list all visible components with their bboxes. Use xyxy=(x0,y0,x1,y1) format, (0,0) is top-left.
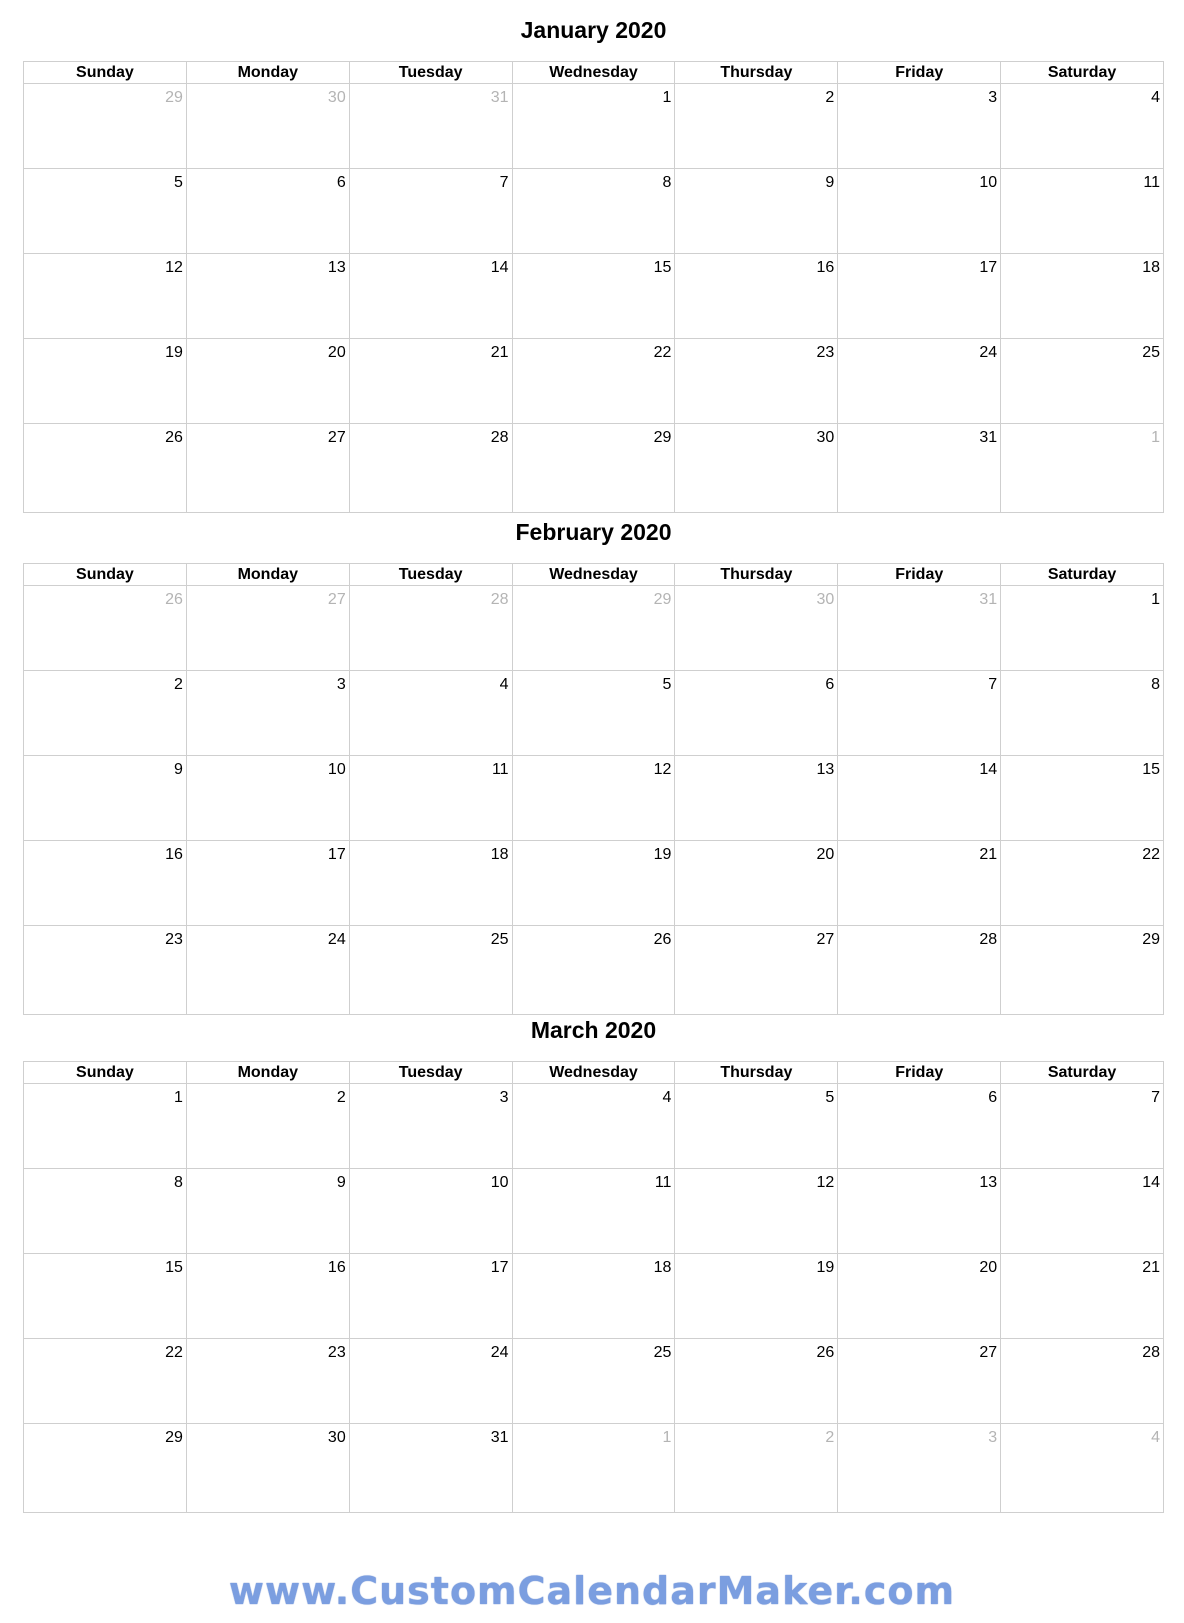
weekday-header: Monday xyxy=(187,62,350,83)
day-cell[interactable] xyxy=(187,424,350,512)
day-number: 12 xyxy=(165,259,183,276)
day-cell[interactable] xyxy=(187,1084,350,1168)
day-cell[interactable] xyxy=(513,1339,676,1423)
day-cell[interactable] xyxy=(838,1254,1001,1338)
day-cell[interactable] xyxy=(513,1084,676,1168)
day-number: 30 xyxy=(327,89,346,106)
day-number: 2 xyxy=(336,1089,346,1106)
day-cell[interactable] xyxy=(187,671,350,755)
day-number: 21 xyxy=(1142,1259,1161,1276)
month-block xyxy=(23,517,1164,948)
day-cell[interactable] xyxy=(675,339,838,423)
day-number: 28 xyxy=(490,429,509,446)
day-number: 16 xyxy=(165,846,183,863)
day-cell[interactable] xyxy=(838,254,1001,338)
day-number: 29 xyxy=(653,591,672,608)
day-number: 26 xyxy=(816,1344,835,1361)
day-cell[interactable] xyxy=(675,254,838,338)
day-cell[interactable] xyxy=(24,841,187,925)
day-cell[interactable] xyxy=(838,926,1001,1014)
day-cell[interactable] xyxy=(1001,841,1163,925)
day-cell[interactable] xyxy=(513,671,676,755)
day-number: 28 xyxy=(1142,1344,1161,1361)
day-number: 18 xyxy=(1142,259,1161,276)
day-number: 29 xyxy=(1142,931,1161,948)
day-number: 25 xyxy=(490,931,509,948)
day-number: 12 xyxy=(653,761,672,778)
day-cell[interactable] xyxy=(350,1254,513,1338)
day-cell[interactable] xyxy=(675,84,838,168)
day-number: 19 xyxy=(653,846,672,863)
day-cell[interactable] xyxy=(513,254,676,338)
day-number: 6 xyxy=(336,174,346,191)
day-cell[interactable] xyxy=(838,841,1001,925)
day-number: 6 xyxy=(825,676,835,693)
weekday-header: Sunday xyxy=(24,564,187,585)
weekday-header-row xyxy=(24,62,1163,84)
day-number: 11 xyxy=(1143,174,1161,191)
day-cell[interactable] xyxy=(1001,1084,1163,1168)
day-number: 11 xyxy=(491,761,509,778)
day-number: 23 xyxy=(165,931,183,948)
weekday-header: Monday xyxy=(187,1062,350,1083)
day-cell[interactable] xyxy=(24,1339,187,1423)
day-cell[interactable] xyxy=(187,841,350,925)
weekday-header-row xyxy=(24,564,1163,586)
day-cell-other-month[interactable] xyxy=(350,84,513,168)
day-number: 27 xyxy=(327,429,346,446)
week-row xyxy=(24,339,1163,424)
week-row xyxy=(24,1169,1163,1254)
day-cell-other-month[interactable] xyxy=(24,84,187,168)
week-row xyxy=(24,586,1163,671)
day-cell[interactable] xyxy=(24,1424,187,1512)
day-number: 13 xyxy=(327,259,346,276)
weekday-header: Thursday xyxy=(675,564,838,585)
day-number: 28 xyxy=(979,931,998,948)
day-number: 1 xyxy=(1151,591,1161,608)
day-number: 18 xyxy=(653,1259,672,1276)
day-number: 16 xyxy=(327,1259,346,1276)
day-cell-other-month[interactable] xyxy=(838,586,1001,670)
day-number: 10 xyxy=(327,761,346,778)
week-row xyxy=(24,254,1163,339)
day-cell[interactable] xyxy=(350,671,513,755)
day-number: 22 xyxy=(653,344,672,361)
day-cell[interactable] xyxy=(513,841,676,925)
day-cell[interactable] xyxy=(675,1169,838,1253)
day-number: 9 xyxy=(825,174,835,191)
week-row xyxy=(24,926,1163,1014)
day-cell-other-month[interactable] xyxy=(187,84,350,168)
day-cell[interactable] xyxy=(838,1169,1001,1253)
day-cell[interactable] xyxy=(24,339,187,423)
day-number: 5 xyxy=(173,174,183,191)
day-cell[interactable] xyxy=(838,84,1001,168)
day-number: 25 xyxy=(653,1344,672,1361)
day-cell-other-month[interactable] xyxy=(350,586,513,670)
day-number: 19 xyxy=(816,1259,835,1276)
day-cell-other-month[interactable] xyxy=(24,586,187,670)
day-cell[interactable] xyxy=(187,339,350,423)
day-cell[interactable] xyxy=(187,254,350,338)
day-number: 28 xyxy=(490,591,509,608)
day-cell-other-month[interactable] xyxy=(513,1424,676,1512)
day-cell[interactable] xyxy=(350,169,513,253)
day-cell[interactable] xyxy=(838,339,1001,423)
day-cell-other-month[interactable] xyxy=(675,1424,838,1512)
day-cell[interactable] xyxy=(187,756,350,840)
day-cell[interactable] xyxy=(513,756,676,840)
day-cell[interactable] xyxy=(838,756,1001,840)
week-row xyxy=(24,1424,1163,1512)
week-row xyxy=(24,841,1163,926)
day-number: 27 xyxy=(979,1344,998,1361)
day-number: 5 xyxy=(662,676,672,693)
day-number: 3 xyxy=(988,1429,998,1446)
day-cell[interactable] xyxy=(350,339,513,423)
day-cell[interactable] xyxy=(350,926,513,1014)
day-number: 12 xyxy=(816,1174,835,1191)
day-number: 9 xyxy=(173,761,183,778)
day-cell[interactable] xyxy=(24,1169,187,1253)
day-cell[interactable] xyxy=(24,254,187,338)
weekday-header: Wednesday xyxy=(513,62,676,83)
day-number: 17 xyxy=(979,259,998,276)
day-number: 24 xyxy=(979,344,998,361)
month-grid xyxy=(23,1061,1164,1513)
day-number: 4 xyxy=(499,676,509,693)
day-number: 3 xyxy=(988,89,998,106)
day-number: 8 xyxy=(1151,676,1161,693)
day-number: 1 xyxy=(1151,429,1161,446)
month-grid xyxy=(23,61,1164,513)
day-number: 20 xyxy=(327,344,346,361)
day-cell[interactable] xyxy=(838,424,1001,512)
day-number: 15 xyxy=(653,259,672,276)
day-number: 2 xyxy=(173,676,183,693)
day-number: 6 xyxy=(988,1089,998,1106)
day-number: 29 xyxy=(165,1429,183,1446)
day-cell[interactable] xyxy=(675,424,838,512)
day-cell[interactable] xyxy=(1001,254,1163,338)
weekday-header: Saturday xyxy=(1047,1064,1117,1081)
day-cell[interactable] xyxy=(1001,926,1163,1014)
day-number: 23 xyxy=(327,1344,346,1361)
day-cell[interactable] xyxy=(675,756,838,840)
day-cell-other-month[interactable] xyxy=(675,586,838,670)
month-title: February 2020 xyxy=(515,519,672,545)
day-cell[interactable] xyxy=(513,84,676,168)
weekday-header: Wednesday xyxy=(513,564,676,585)
day-number: 8 xyxy=(662,174,672,191)
day-cell[interactable] xyxy=(675,1254,838,1338)
day-cell[interactable] xyxy=(675,926,838,1014)
weekday-header: Sunday xyxy=(24,62,187,83)
day-number: 22 xyxy=(1142,846,1161,863)
day-cell[interactable] xyxy=(513,1254,676,1338)
day-cell[interactable] xyxy=(24,756,187,840)
weekday-header: Wednesday xyxy=(513,1062,676,1083)
day-number: 13 xyxy=(816,761,835,778)
day-cell[interactable] xyxy=(1001,756,1163,840)
day-number: 3 xyxy=(336,676,346,693)
day-cell[interactable] xyxy=(513,424,676,512)
day-number: 2 xyxy=(825,1429,835,1446)
day-number: 10 xyxy=(490,1174,509,1191)
day-number: 15 xyxy=(1142,761,1161,778)
day-number: 25 xyxy=(1142,344,1161,361)
day-number: 31 xyxy=(979,591,998,608)
day-cell[interactable] xyxy=(187,1169,350,1253)
day-number: 11 xyxy=(654,1174,672,1191)
day-number: 22 xyxy=(165,1344,183,1361)
day-cell-other-month[interactable] xyxy=(1001,1424,1163,1512)
day-cell[interactable] xyxy=(675,1084,838,1168)
weekday-header: Friday xyxy=(838,1062,1001,1083)
week-row xyxy=(24,1339,1163,1424)
day-number: 24 xyxy=(490,1344,509,1361)
day-number: 27 xyxy=(327,591,346,608)
day-number: 31 xyxy=(490,89,509,106)
weekday-header: Thursday xyxy=(675,1062,838,1083)
day-number: 4 xyxy=(662,1089,672,1106)
day-cell[interactable] xyxy=(838,169,1001,253)
day-cell[interactable] xyxy=(513,1169,676,1253)
day-number: 5 xyxy=(825,1089,835,1106)
day-cell[interactable] xyxy=(350,254,513,338)
day-number: 21 xyxy=(490,344,509,361)
week-row xyxy=(24,169,1163,254)
month-title: March 2020 xyxy=(530,1017,657,1043)
day-number: 4 xyxy=(1151,89,1161,106)
day-cell[interactable] xyxy=(675,841,838,925)
day-number: 17 xyxy=(327,846,346,863)
day-cell[interactable] xyxy=(24,671,187,755)
day-number: 20 xyxy=(979,1259,998,1276)
day-cell[interactable] xyxy=(187,926,350,1014)
day-cell[interactable] xyxy=(513,926,676,1014)
week-row xyxy=(24,1254,1163,1339)
day-cell[interactable] xyxy=(1001,1339,1163,1423)
weekday-header: Friday xyxy=(838,564,1001,585)
day-cell[interactable] xyxy=(350,756,513,840)
day-number: 24 xyxy=(327,931,346,948)
day-number: 10 xyxy=(979,174,998,191)
day-number: 4 xyxy=(1151,1429,1161,1446)
day-cell[interactable] xyxy=(350,1339,513,1423)
week-row xyxy=(24,756,1163,841)
day-number: 7 xyxy=(1151,1089,1161,1106)
day-number: 14 xyxy=(490,259,509,276)
weekday-header: Monday xyxy=(187,564,350,585)
day-number: 31 xyxy=(979,429,998,446)
month-block xyxy=(23,15,1164,446)
day-cell[interactable] xyxy=(675,671,838,755)
week-row xyxy=(24,671,1163,756)
day-cell[interactable] xyxy=(350,424,513,512)
day-number: 27 xyxy=(816,931,835,948)
day-number: 13 xyxy=(979,1174,998,1191)
day-cell[interactable] xyxy=(1001,1169,1163,1253)
day-cell[interactable] xyxy=(187,1339,350,1423)
day-cell[interactable] xyxy=(350,1424,513,1512)
week-row xyxy=(24,1084,1163,1169)
day-cell[interactable] xyxy=(513,339,676,423)
day-cell[interactable] xyxy=(24,926,187,1014)
day-cell[interactable] xyxy=(187,1254,350,1338)
day-number: 15 xyxy=(165,1259,183,1276)
day-cell-other-month[interactable] xyxy=(1001,424,1163,512)
week-row xyxy=(24,84,1163,169)
day-cell[interactable] xyxy=(838,671,1001,755)
weekday-header-row xyxy=(24,1062,1163,1084)
day-cell[interactable] xyxy=(838,1084,1001,1168)
weekday-header: Tuesday xyxy=(350,62,513,83)
day-cell[interactable] xyxy=(187,169,350,253)
day-number: 26 xyxy=(165,429,183,446)
day-number: 7 xyxy=(499,174,509,191)
day-number: 2 xyxy=(825,89,835,106)
day-number: 16 xyxy=(816,259,835,276)
day-number: 21 xyxy=(979,846,998,863)
day-cell[interactable] xyxy=(350,1169,513,1253)
day-number: 14 xyxy=(979,761,998,778)
day-number: 23 xyxy=(816,344,835,361)
day-cell[interactable] xyxy=(24,169,187,253)
day-cell[interactable] xyxy=(838,1339,1001,1423)
day-number: 26 xyxy=(165,591,183,608)
day-number: 1 xyxy=(173,1089,183,1106)
weekday-header: Sunday xyxy=(24,1062,187,1083)
day-number: 29 xyxy=(653,429,672,446)
day-cell[interactable] xyxy=(24,1254,187,1338)
weekday-header: Tuesday xyxy=(350,1062,513,1083)
weekday-header: Saturday xyxy=(1047,64,1117,81)
day-cell[interactable] xyxy=(1001,1254,1163,1338)
day-cell[interactable] xyxy=(350,1084,513,1168)
day-number: 14 xyxy=(1142,1174,1161,1191)
footer-website-link[interactable]: www.CustomCalendarMaker.com xyxy=(228,1569,956,1613)
day-cell[interactable] xyxy=(24,424,187,512)
day-number: 30 xyxy=(816,591,835,608)
day-cell[interactable] xyxy=(24,1084,187,1168)
day-number: 30 xyxy=(816,429,835,446)
day-number: 31 xyxy=(490,1429,509,1446)
day-number: 26 xyxy=(653,931,672,948)
weekday-header: Thursday xyxy=(675,62,838,83)
day-cell[interactable] xyxy=(1001,169,1163,253)
weekday-header: Saturday xyxy=(1047,566,1117,583)
weekday-header: Friday xyxy=(838,62,1001,83)
day-cell[interactable] xyxy=(675,169,838,253)
weekday-header: Tuesday xyxy=(350,564,513,585)
day-number: 1 xyxy=(662,89,672,106)
day-cell[interactable] xyxy=(187,1424,350,1512)
day-number: 9 xyxy=(336,1174,346,1191)
month-title: January 2020 xyxy=(520,17,667,43)
day-number: 17 xyxy=(490,1259,509,1276)
day-cell[interactable] xyxy=(513,169,676,253)
day-number: 30 xyxy=(327,1429,346,1446)
day-cell[interactable] xyxy=(350,841,513,925)
day-cell[interactable] xyxy=(675,1339,838,1423)
day-number: 8 xyxy=(173,1174,183,1191)
day-number: 3 xyxy=(499,1089,509,1106)
day-number: 20 xyxy=(816,846,835,863)
day-cell[interactable] xyxy=(1001,84,1163,168)
day-cell-other-month[interactable] xyxy=(513,586,676,670)
day-number: 19 xyxy=(165,344,183,361)
month-block xyxy=(23,1015,1164,1446)
day-cell[interactable] xyxy=(1001,671,1163,755)
week-row xyxy=(24,424,1163,512)
day-number: 1 xyxy=(662,1429,672,1446)
day-number: 18 xyxy=(490,846,509,863)
day-cell-other-month[interactable] xyxy=(187,586,350,670)
day-cell[interactable] xyxy=(1001,586,1163,670)
day-cell-other-month[interactable] xyxy=(838,1424,1001,1512)
day-cell[interactable] xyxy=(1001,339,1163,423)
month-grid xyxy=(23,563,1164,1015)
day-number: 29 xyxy=(165,89,183,106)
day-number: 7 xyxy=(988,676,998,693)
